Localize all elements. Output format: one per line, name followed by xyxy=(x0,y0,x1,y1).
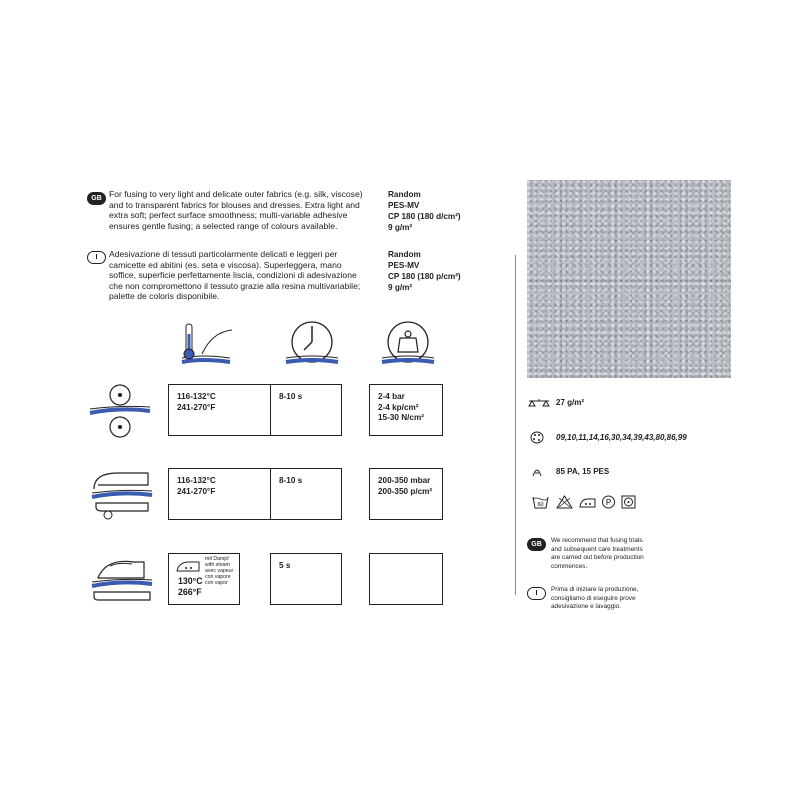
spec-line: 9 g/m² xyxy=(388,223,413,232)
language-badge-it: I xyxy=(87,251,106,264)
temperature-value: 116-132°C 241-270°F xyxy=(177,476,216,496)
wash-60-icon xyxy=(532,495,549,509)
temperature-value: 116-132°C 241-270°F xyxy=(177,392,216,412)
spec-line: Random xyxy=(388,190,421,199)
description-line: che non compromettono il tessuto grazie alla resina multivariabile; xyxy=(109,280,361,291)
description-line: ensures gentle fusing; a selected range of colours available. xyxy=(109,220,338,231)
flat-press-icon xyxy=(88,467,156,523)
spec-line: Random xyxy=(388,250,421,259)
pressure-weight-icon xyxy=(376,318,440,368)
description-line: Adesivazione di tessuti particolarmente delicati e leggeri per xyxy=(109,249,338,259)
row3-temperature-cell xyxy=(168,553,240,605)
composition-icon xyxy=(531,466,543,478)
scale-weight-icon xyxy=(528,398,550,408)
colour-palette-icon xyxy=(530,431,544,444)
composition-value: 85 PA, 15 PES xyxy=(556,467,610,476)
temperature-value: 130°C 266°F xyxy=(178,576,203,597)
recommendation-english: We recommend that fusing trials and subsequent care treatments are carried out before production commences. xyxy=(551,537,644,570)
fabric-swatch xyxy=(527,180,731,378)
description-line: and to transparent fabrics for blouses and dresses. Extra light and xyxy=(109,199,360,210)
divider-line xyxy=(515,255,516,595)
description-italian xyxy=(109,249,360,302)
steam-iron-icon xyxy=(175,559,201,573)
row3-time-cell xyxy=(270,553,342,605)
weight-value: 27 g/m² xyxy=(556,398,585,407)
spec-line: CP 180 (180 d/cm²) xyxy=(388,212,461,221)
time-value: 8-10 s xyxy=(279,392,303,401)
colour-codes: 09,10,11,14,16,30,34,39,43,80,86,99 xyxy=(556,433,687,442)
description-line: palette de coloris disponibile. xyxy=(109,291,220,302)
dryclean-letter: P xyxy=(605,498,612,507)
spec-italian xyxy=(388,249,461,293)
description-line: extra soft; perfect surface smoothness; multi-variable adhesive xyxy=(109,210,348,221)
spec-line: 9 g/m² xyxy=(388,283,413,292)
wash-temp: 60 xyxy=(537,502,544,508)
temperature-icon xyxy=(172,318,236,368)
row2-time-cell xyxy=(270,468,342,520)
tumble-dry-icon xyxy=(620,495,637,509)
pressure-value: 2-4 bar 2-4 kp/cm² 15-30 N/cm² xyxy=(378,392,424,422)
language-badge-it: I xyxy=(527,587,546,600)
pressure-value: 200-350 mbar 200-350 p/cm² xyxy=(378,476,433,496)
row3-pressure-cell xyxy=(369,553,443,605)
hand-iron-icon xyxy=(88,552,156,608)
recommendation-italian: Prima di iniziare la produzione, consigliamo di eseguire prove adesivazione e lavaggio. xyxy=(551,586,639,611)
time-value: 8-10 s xyxy=(279,476,303,485)
description-english xyxy=(109,189,363,231)
no-bleach-icon xyxy=(556,495,573,509)
spec-line: CP 180 (180 p/cm²) xyxy=(388,272,461,281)
row2-pressure-cell xyxy=(369,468,443,520)
steam-note: mit Dampf with steam avec vapeur con vapore con vapor xyxy=(205,556,234,586)
dryclean-p-icon xyxy=(600,495,617,509)
spec-line: PES-MV xyxy=(388,201,420,210)
iron-two-dots-icon xyxy=(579,495,596,509)
spec-english xyxy=(388,189,461,233)
roller-press-icon xyxy=(88,383,152,439)
language-badge-gb: GB xyxy=(527,538,546,551)
description-line: soffice, superficie perfettamente liscia, condizioni di adesivazione xyxy=(109,270,357,281)
language-badge-gb: GB xyxy=(87,192,106,205)
description-line: For fusing to very light and delicate outer fabrics (e.g. silk, viscose) xyxy=(109,189,363,199)
time-value: 5 s xyxy=(279,561,291,570)
row1-pressure-cell xyxy=(369,384,443,436)
description-line: camicette ed abitini (es. seta e viscosa). Superleggera, mano xyxy=(109,259,342,270)
time-clock-icon xyxy=(280,318,344,368)
spec-line: PES-MV xyxy=(388,261,420,270)
row1-time-cell xyxy=(270,384,342,436)
